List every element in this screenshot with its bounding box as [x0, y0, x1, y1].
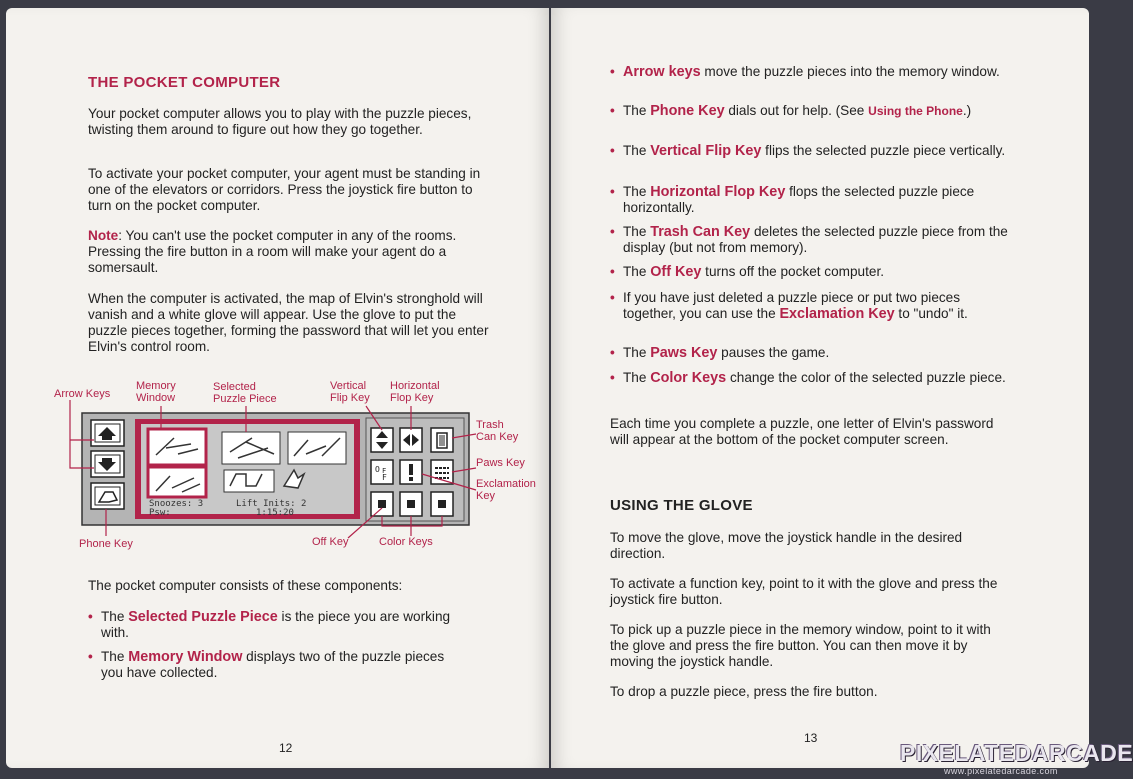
- using-the-glove-heading: USING THE GLOVE: [610, 497, 753, 514]
- components-intro: The pocket computer consists of these components:: [88, 578, 403, 593]
- note-text: : You can't use the pocket computer in any of the rooms. Pressing the fire button in a room will make your agent do a somersault.: [88, 228, 457, 275]
- selected-piece-tile: [222, 432, 280, 464]
- bullet-horizontal-flop-key: • The Horizontal Flop Key flops the selected puzzle piece horizontally.: [610, 184, 1010, 216]
- color-key-2: [400, 492, 422, 516]
- puzzle-tile-4: [224, 470, 274, 492]
- exclamation-icon: [409, 464, 413, 475]
- label-paws-key: Paws Key: [476, 457, 525, 469]
- page-number-left: 12: [279, 741, 293, 755]
- page-number-right: 13: [804, 731, 818, 745]
- label-memory-window: Memory Window: [136, 380, 176, 404]
- color-square-icon: [438, 500, 446, 508]
- bullet-vertical-flip-key: • The Vertical Flip Key flips the selected puzzle piece vertically.: [610, 143, 1010, 159]
- screen-lift-inits: Lift Inits: 2: [236, 499, 307, 509]
- bullet-exclamation-key: • If you have just deleted a puzzle piece or put two pieces together, you can use the Exclamation Key to "undo" it.: [610, 290, 1015, 322]
- bullet-paws-key: • The Paws Key pauses the game.: [610, 345, 1010, 361]
- watermark-brand: PIXELATEDARCADE: [900, 740, 1133, 766]
- exclamation-key: [400, 460, 422, 484]
- arrow-up-key: [91, 420, 124, 446]
- glove-pickup-paragraph: To pick up a puzzle piece in the memory window, point to it with the glove and press the fire button. You can then move it by moving the joystick handle.: [610, 622, 991, 669]
- bullet-trash-can-key: • The Trash Can Key deletes the selected puzzle piece from the display (but not from memory).: [610, 224, 1010, 256]
- memory-tile-2: [148, 467, 206, 497]
- label-trash-can-key: Trash Can Key: [476, 419, 519, 443]
- pocket-computer-heading: THE POCKET COMPUTER: [88, 74, 281, 91]
- glove-intro-paragraph: When the computer is activated, the map of Elvin's stronghold will vanish and a white glove will appear. Use the glove to put the puzzle pieces together, forming the password that will let you enter Elvin's control room.: [88, 291, 489, 354]
- activate-paragraph: To activate your pocket computer, your agent must be standing in one of the elevators or corridors. Press the joystick fire button to turn on the pocket computer.: [88, 166, 481, 213]
- vertical-flip-key: [371, 428, 393, 452]
- color-key-1: [371, 492, 393, 516]
- label-selected-puzzle-piece: Selected Puzzle Piece: [213, 381, 277, 405]
- label-arrow-keys: Arrow Keys: [54, 388, 111, 400]
- svg-text:O: O: [375, 465, 380, 474]
- screen-psw: Psw:: [149, 508, 171, 518]
- color-square-icon: [378, 500, 386, 508]
- bullet-arrow-keys: • Arrow keys move the puzzle pieces into the memory window.: [610, 64, 1000, 80]
- label-off-key: Off Key: [312, 536, 349, 548]
- puzzle-tile-3: [288, 432, 346, 464]
- glove-activate-paragraph: To activate a function key, point to it with the glove and press the joystick fire button.: [610, 576, 998, 607]
- glove-move-paragraph: To move the glove, move the joystick handle in the desired direction.: [610, 530, 963, 561]
- label-horizontal-flop-key: Horizontal Flop Key: [390, 380, 440, 404]
- bullet-off-key: • The Off Key turns off the pocket computer.: [610, 264, 1010, 280]
- bullet-memory-window: • The Memory Window displays two of the puzzle pieces you have collected.: [88, 649, 458, 681]
- color-square-icon: [407, 500, 415, 508]
- screen-time: 1:15:20: [256, 508, 294, 518]
- arrow-down-key: [91, 451, 124, 477]
- bullet-phone-key: • The Phone Key dials out for help. (See Using the Phone.): [610, 103, 990, 119]
- bullet-selected-puzzle-piece: • The Selected Puzzle Piece is the piece you are working with.: [88, 609, 458, 641]
- screen-snoozes: Snoozes: 3: [149, 499, 204, 509]
- label-color-keys: Color Keys: [379, 536, 433, 548]
- memory-tile-1: [148, 429, 206, 465]
- bullet-color-keys: • The Color Keys change the color of the selected puzzle piece.: [610, 370, 1010, 386]
- svg-text:F: F: [382, 473, 387, 482]
- svg-text:F: F: [382, 467, 387, 475]
- off-key: [371, 460, 393, 484]
- note-label: Note: [88, 228, 119, 243]
- trash-can-key: [431, 428, 453, 452]
- intro-paragraph: Your pocket computer allows you to play with the puzzle pieces, twisting them around to figure out how they go together.: [88, 106, 472, 137]
- password-paragraph: Each time you complete a puzzle, one letter of Elvin's password will appear at the bottom of the pocket computer screen.: [610, 416, 994, 447]
- phone-key: [91, 483, 124, 509]
- color-key-3: [431, 492, 453, 516]
- right-page: [551, 8, 1089, 768]
- glove-drop-paragraph: To drop a puzzle piece, press the fire button.: [610, 684, 878, 699]
- label-exclamation-key: Exclamation Key: [476, 478, 536, 502]
- horizontal-flop-key: [400, 428, 422, 452]
- label-vertical-flip-key: Vertical Flip Key: [330, 380, 370, 404]
- watermark-url: www.pixelatedarcade.com: [944, 766, 1058, 776]
- label-phone-key: Phone Key: [79, 538, 133, 550]
- left-page: [6, 8, 549, 768]
